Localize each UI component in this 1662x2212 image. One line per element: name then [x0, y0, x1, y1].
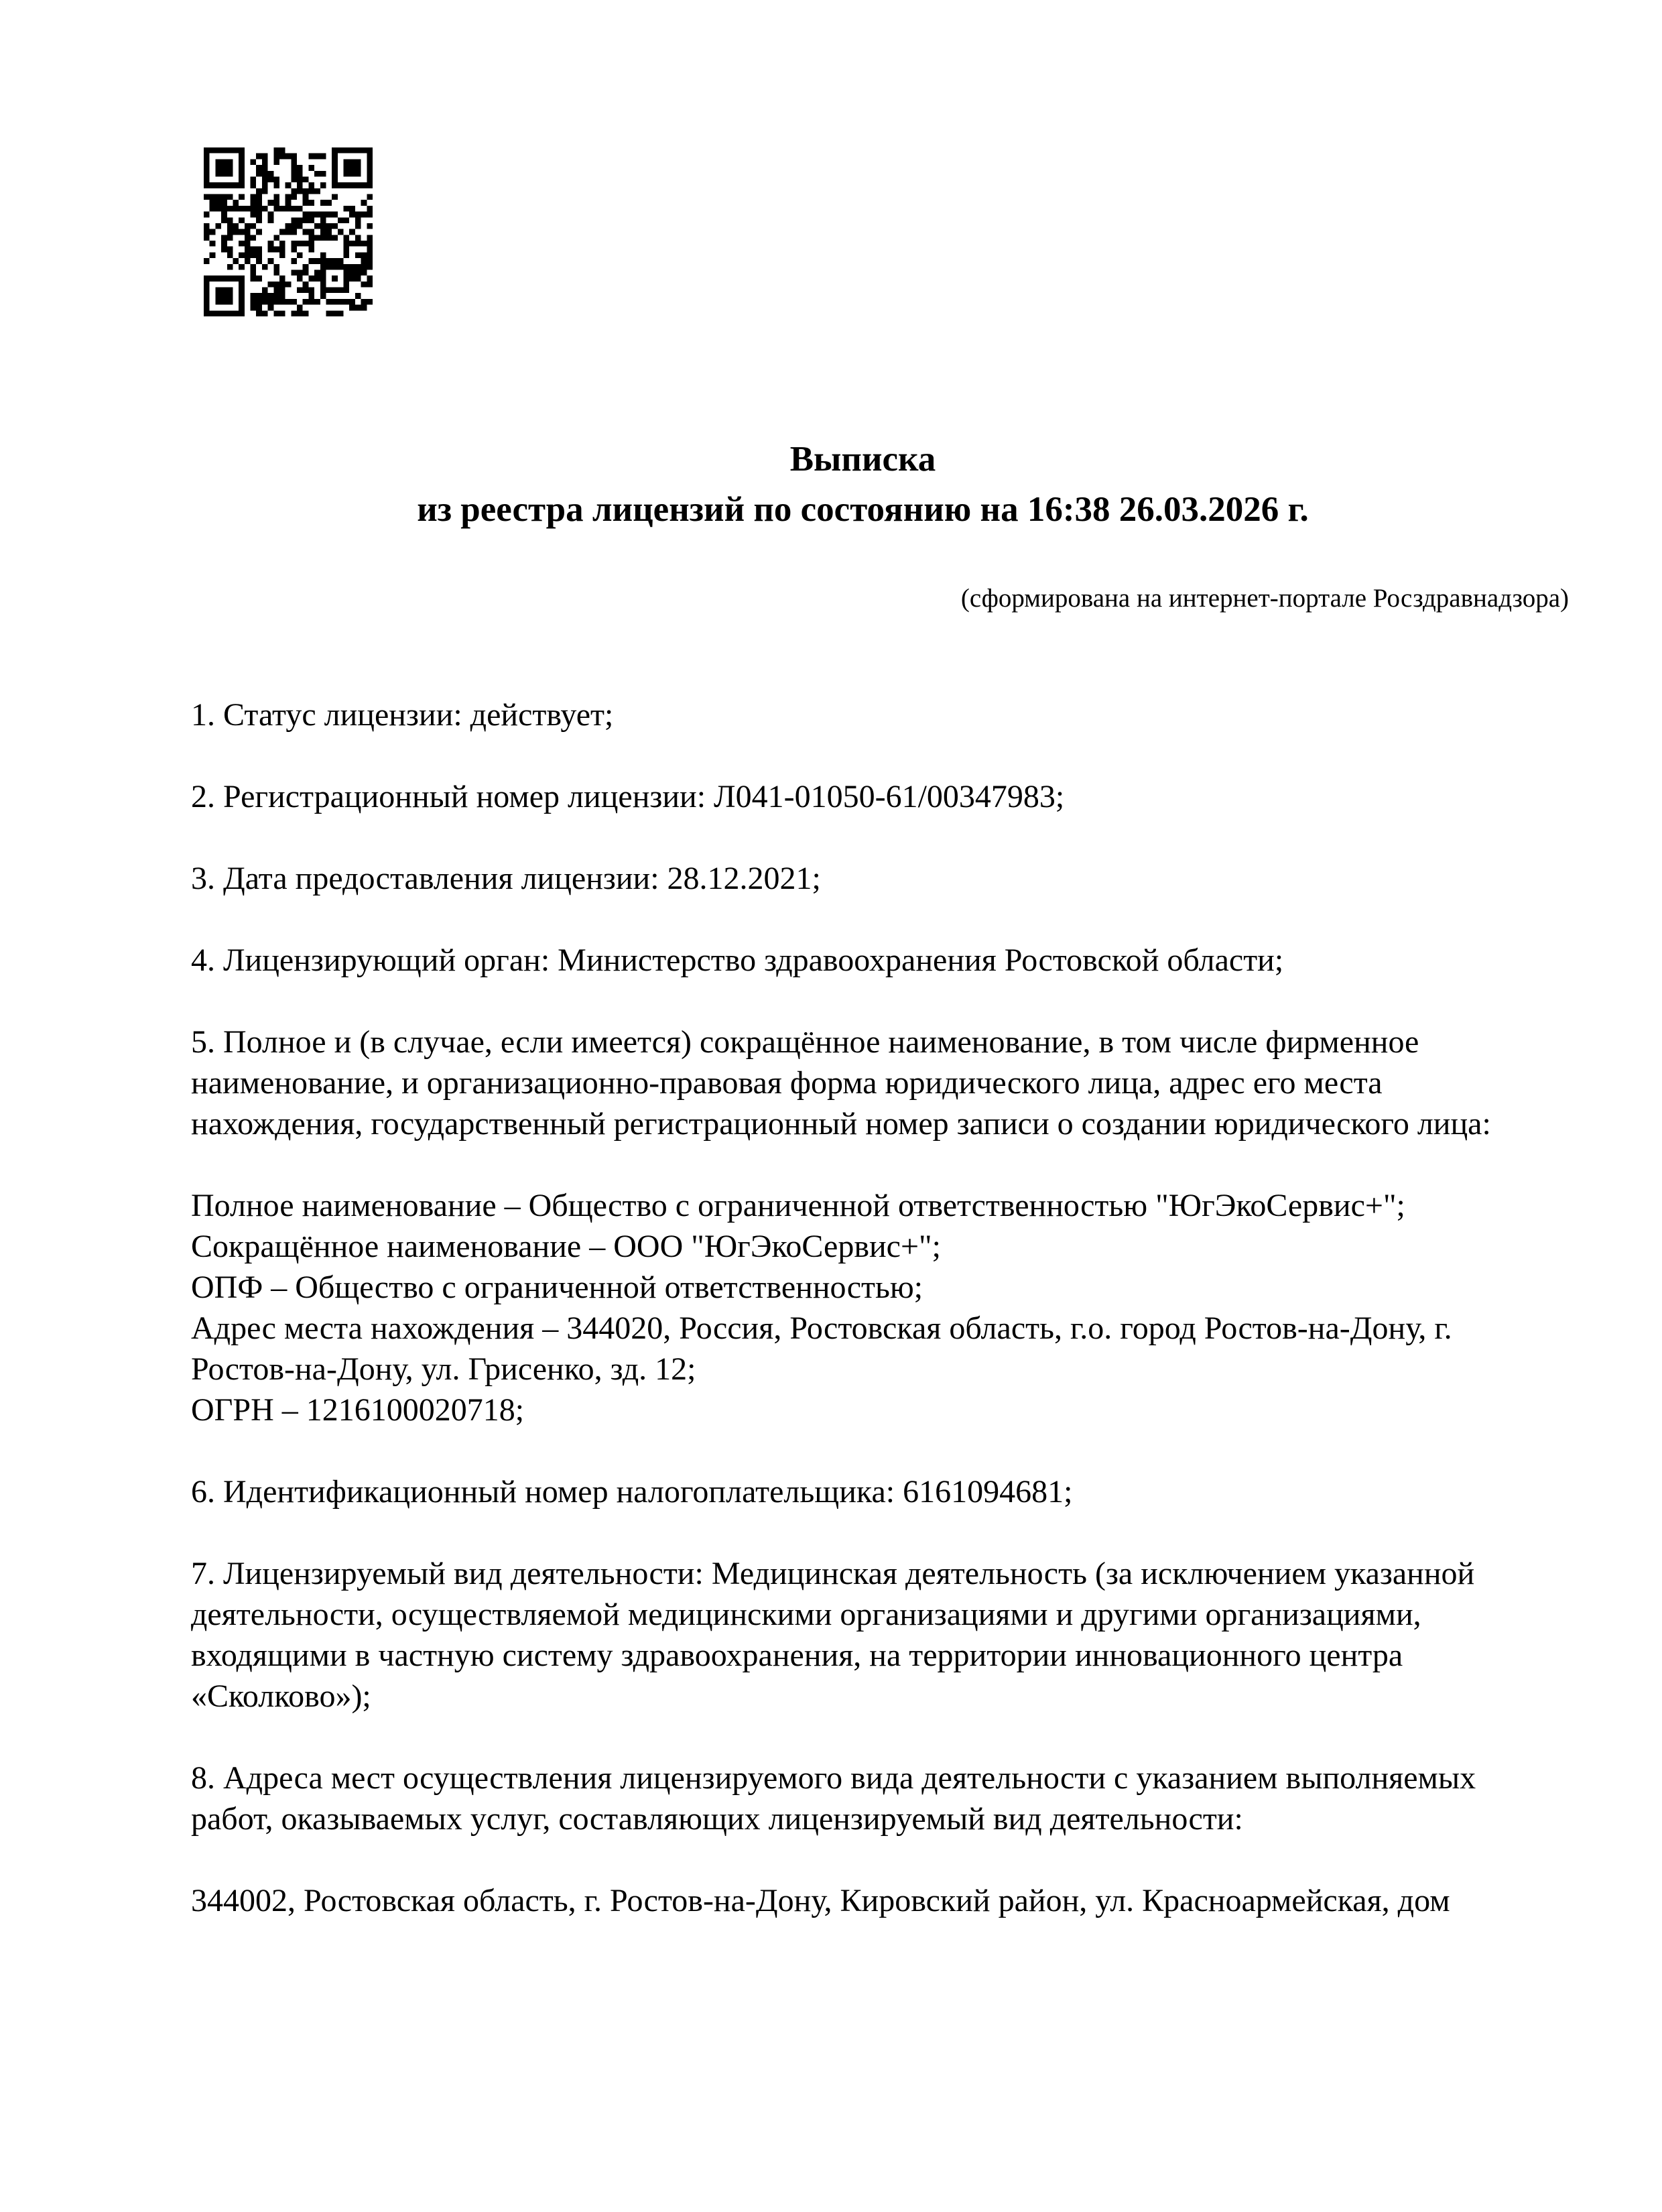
inn: 6. Идентификационный номер налогоплательщика: 6161094681; — [191, 1474, 1073, 1510]
item5-heading: 5. Полное и (в случае, если имеется) сокращённое наименование, в том числе фирменное наименование, и организационно-правовая форма юридического лица, адрес его места нахождения, государственный регистрационный номер записи о создании юридического лица: — [191, 1024, 1491, 1142]
qr-code-icon — [204, 147, 373, 316]
item8-heading: 8. Адреса мест осуществления лицензируемого вида деятельности с указанием выполняемых работ, оказываемых услуг, составляющих лицензируемый вид деятельности: — [191, 1760, 1476, 1837]
licensing-authority: 4. Лицензирующий орган: Министерство здравоохранения Ростовской области; — [191, 942, 1284, 978]
license-status: 1. Статус лицензии: действует; — [191, 697, 614, 733]
ogrn: ОГРН – 1216100020718; — [191, 1392, 525, 1428]
full-name: Полное наименование – Общество с ограниченной ответственностью "ЮгЭкоСервис+"; — [191, 1188, 1405, 1223]
document-body — [191, 694, 1535, 1921]
legal-address: Адрес места нахождения – 344020, Россия, Ростовская область, г.о. город Ростов-на-Дону, г. Ростов-на-Дону, ул. Грисенко, зд. 12; — [191, 1310, 1452, 1387]
legal-form: ОПФ – Общество с ограниченной ответственностью; — [191, 1270, 923, 1305]
short-name: Сокращённое наименование – ООО "ЮгЭкоСервис+"; — [191, 1229, 941, 1264]
title-line-2: из реестра лицензий по состоянию на 16:38 26.03.2026 г. — [417, 490, 1309, 529]
activity-address: 344002, Ростовская область, г. Ростов-на-Дону, Кировский район, ул. Красноармейская, дом — [191, 1883, 1450, 1918]
organization-details — [191, 1185, 1535, 1430]
title-line-1: Выписка — [789, 440, 936, 479]
licensed-activity: 7. Лицензируемый вид деятельности: Медицинская деятельность (за исключением указанной деятельности, осуществляемой медицинскими организациями и другими организациями, входящими в частную систему здравоохранения, на территории инновационного центра «Сколково»); — [191, 1556, 1475, 1714]
generation-note: (сформирована на интернет-портале Росздравнадзора) — [960, 584, 1569, 613]
license-number: 2. Регистрационный номер лицензии: Л041-01050-61/00347983; — [191, 779, 1065, 814]
license-date: 3. Дата предоставления лицензии: 28.12.2021; — [191, 861, 821, 896]
document-title — [191, 434, 1535, 535]
